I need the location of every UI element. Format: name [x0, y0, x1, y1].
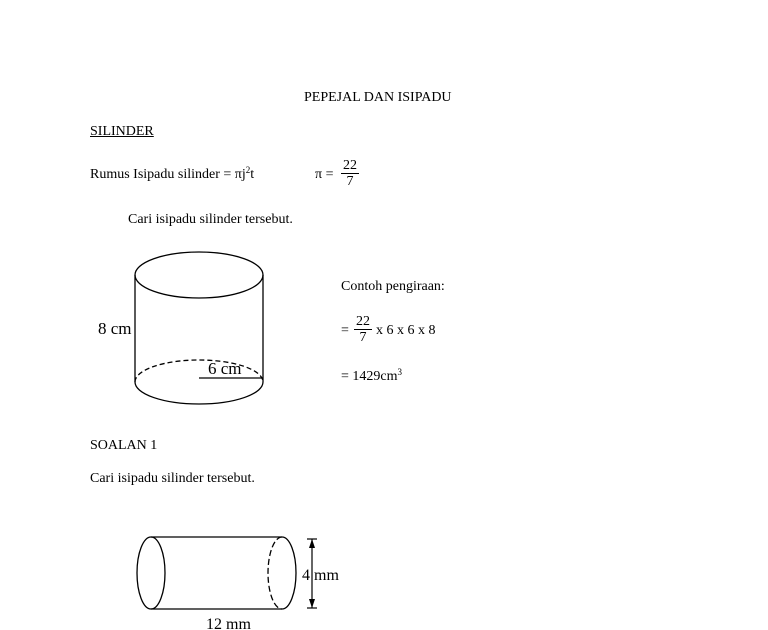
formula-line: [90, 167, 254, 183]
calc-result-value: = 1429cm: [341, 369, 398, 384]
calc-rest: x 6 x 6 x 8: [376, 323, 436, 338]
calc-heading: Contoh pengiraan:: [341, 279, 445, 294]
cylinder-bottom-back-dashed: [135, 360, 263, 382]
pi-denominator: 7: [346, 174, 354, 189]
calc-denominator: 7: [359, 330, 367, 345]
calc-numerator: 22: [356, 314, 370, 329]
pi-fraction: [341, 158, 359, 189]
calc-equals: =: [341, 323, 349, 338]
pi-numerator: 22: [343, 158, 357, 173]
question-instruction: Cari isipadu silinder tersebut.: [90, 471, 255, 486]
diameter-label: 4 mm: [302, 567, 339, 584]
page-title: PEPEJAL DAN ISIPADU: [304, 90, 452, 105]
question-cylinder-diagram: [120, 530, 360, 630]
arrow-up-icon: [309, 539, 315, 548]
section-heading: SILINDER: [90, 124, 154, 139]
cylinder-bottom-front: [135, 382, 263, 404]
radius-label: 6 cm: [208, 359, 242, 378]
formula-t: t: [250, 167, 255, 182]
length-label: 12 mm: [206, 616, 251, 630]
example-cylinder-diagram: [90, 245, 290, 415]
calc-fraction: [354, 314, 372, 345]
example-instruction: Cari isipadu silinder tersebut.: [128, 212, 293, 227]
height-label: 8 cm: [98, 319, 132, 338]
formula-pi-r: πj: [234, 167, 246, 182]
arrow-down-icon: [309, 599, 315, 608]
formula-label: Rumus Isipadu silinder =: [90, 167, 232, 182]
formula-exponent: 2: [245, 165, 251, 175]
calc-result: [341, 369, 402, 385]
cylinder-right-end-back-dashed: [268, 537, 282, 609]
cylinder-left-end: [137, 537, 165, 609]
question-heading: SOALAN 1: [90, 438, 158, 453]
calc-result-exponent: 3: [397, 367, 402, 377]
cylinder-top-ellipse: [135, 252, 263, 298]
cylinder-right-end-front: [282, 537, 296, 609]
pi-equals: π =: [315, 167, 334, 182]
